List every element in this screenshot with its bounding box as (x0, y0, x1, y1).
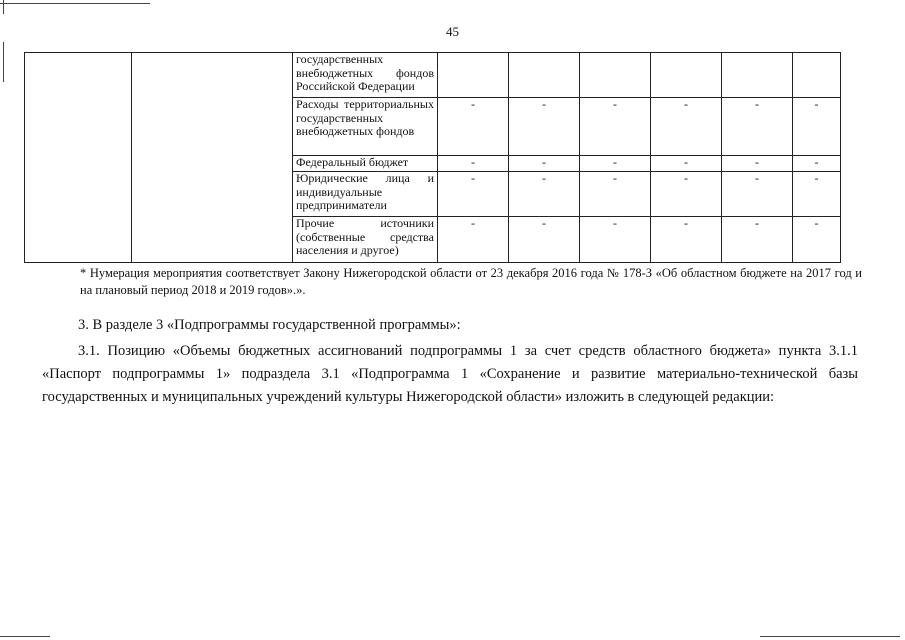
value-cell: - (722, 156, 793, 172)
source-cell: Прочие источники (собственные средства населения и другое) (293, 217, 438, 263)
value-cell: - (438, 172, 509, 217)
value-cell: - (580, 217, 651, 263)
value-cell (580, 53, 651, 98)
value-cell: - (793, 156, 841, 172)
value-cell: - (509, 156, 580, 172)
value-cell: - (651, 156, 722, 172)
source-cell: Юридические лица и индивидуальные предприниматели (293, 172, 438, 217)
funding-table (24, 52, 841, 263)
value-cell: - (580, 172, 651, 217)
value-cell: - (438, 98, 509, 156)
source-cell: Расходы территориальных государственных внебюджетных фондов (293, 98, 438, 156)
value-cell: - (438, 217, 509, 263)
measure-name-cell (132, 53, 293, 263)
footnote (24, 265, 862, 299)
value-cell: - (651, 217, 722, 263)
source-cell: государственных внебюджетных фондов Российской Федерации (293, 53, 438, 98)
value-cell: - (793, 172, 841, 217)
value-cell: - (793, 98, 841, 156)
section-3-heading: 3. В разделе 3 «Подпрограммы государственной программы»: (78, 317, 461, 333)
measure-number-cell (25, 53, 132, 263)
value-cell (793, 53, 841, 98)
value-cell: - (651, 98, 722, 156)
source-cell: Федеральный бюджет (293, 156, 438, 172)
value-cell (438, 53, 509, 98)
value-cell (722, 53, 793, 98)
footnote-text: * Нумерация мероприятия соответствует Закону Нижегородской области от 23 декабря 2016 года № 178-З «Об областном бюджете на 2017 год и на плановый период 2018 и 2019 годов».». (80, 266, 862, 297)
section-3-1-paragraph: 3.1. Позицию «Объемы бюджетных ассигнований подпрограммы 1 за счет средств областного бюджета» пункта 3.1.1 «Паспорт подпрограммы 1» подраздела 3.1 «Подпрограмма 1 «Сохранение и развитие материально-технической базы государственных и муниципальных учреждений культуры Нижегородской области» изложить в следующей редакции: (42, 343, 858, 405)
value-cell (651, 53, 722, 98)
value-cell: - (722, 217, 793, 263)
value-cell: - (509, 172, 580, 217)
value-cell: - (438, 156, 509, 172)
table-row (25, 53, 841, 98)
value-cell: - (509, 217, 580, 263)
top-margin-line (0, 3, 150, 4)
value-cell: - (580, 156, 651, 172)
page-number: 45 (446, 24, 459, 39)
bottom-margin-line (0, 636, 50, 637)
value-cell: - (793, 217, 841, 263)
value-cell: - (580, 98, 651, 156)
bottom-margin-line (760, 636, 900, 637)
value-cell: - (722, 98, 793, 156)
value-cell: - (651, 172, 722, 217)
left-margin-mark (3, 42, 4, 82)
value-cell (509, 53, 580, 98)
value-cell: - (722, 172, 793, 217)
value-cell: - (509, 98, 580, 156)
